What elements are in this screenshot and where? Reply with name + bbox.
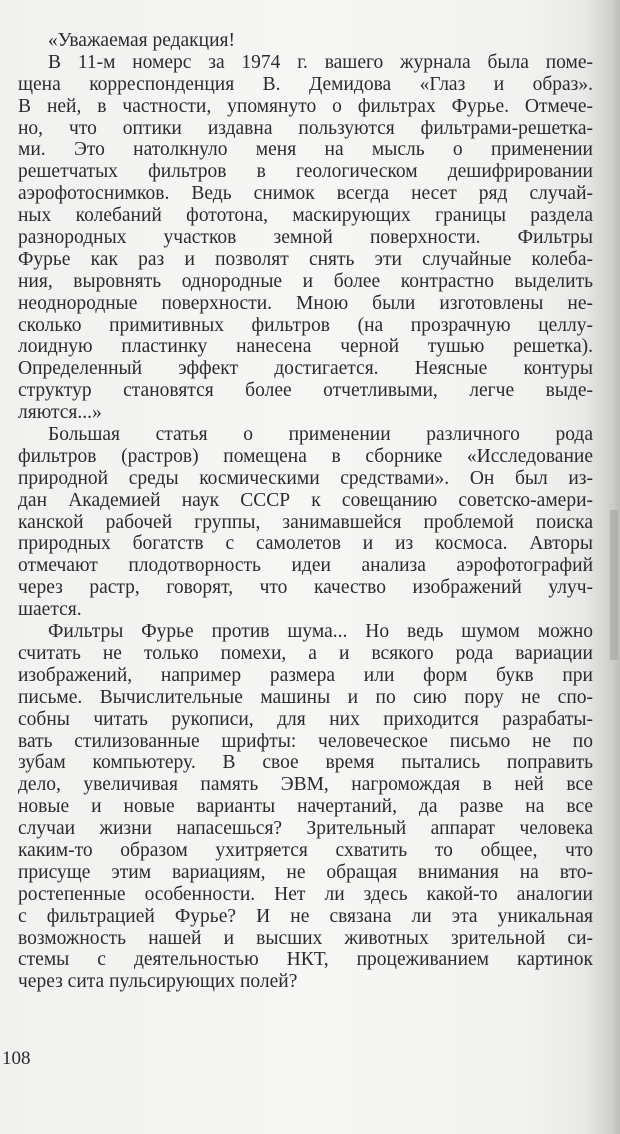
text-line: лоидную пластинку нанесена черной тушью решетка). <box>18 336 593 358</box>
text-line: разнородных участков земной поверхности. Фильтры <box>18 227 593 249</box>
text-line: Большая статья о применении различного рода <box>48 424 593 446</box>
text-line: дан Академией наук СССР к совещанию советско-амери- <box>18 489 593 511</box>
text-line: ных колебаний фототона, маскирующих границы раздела <box>18 205 593 227</box>
text-line: собны читать рукописи, для них приходится разрабаты- <box>18 708 593 730</box>
text-line: присуще этим вариациям, не обращая внимания на вто- <box>18 861 593 883</box>
text-line: изображений, например размера или форм букв при <box>18 664 593 686</box>
text-line: аэрофотоснимков. Ведь снимок всегда несет ряд случай- <box>18 183 593 205</box>
body-text <box>18 30 593 993</box>
page-edge-mark <box>610 510 618 660</box>
text-line: В ней, в частности, упомянуто о фильтрах Фурье. Отмече- <box>18 95 593 117</box>
text-line: отмечают плодотворность идеи анализа аэрофотографий <box>18 555 593 577</box>
text-line: каким-то образом ухитряется схватить то общее, что <box>18 839 593 861</box>
text-line: структур становятся более отчетливыми, легче выде- <box>18 380 593 402</box>
text-line: письме. Вычислительные машины и по сию пору не спо- <box>18 686 593 708</box>
text-line: Фильтры Фурье против шума... Но ведь шумом можно <box>48 621 593 643</box>
text-line: неоднородные поверхности. Мною были изготовлены не- <box>18 292 593 314</box>
text-line: считать не только помехи, а и всякого рода вариации <box>18 642 593 664</box>
text-line: природной среды космическими средствами». Он был из- <box>18 467 593 489</box>
text-line: щена корреспонденция В. Демидова «Глаз и образ». <box>18 73 593 95</box>
text-line: ния, выровнять однородные и более контрастно выделить <box>18 270 593 292</box>
text-line: вать стилизованные шрифты: человеческое письмо не по <box>18 730 593 752</box>
text-line: случаи жизни напасешься? Зрительный аппарат человека <box>18 818 593 840</box>
text-line: Определенный эффект достигается. Неясные контуры <box>18 358 593 380</box>
text-line: природных богатств с самолетов и из космоса. Авторы <box>18 533 593 555</box>
text-line: Фурье как раз и позволят снять эти случайные колеба- <box>18 248 593 270</box>
text-line: стемы с деятельностью НКТ, процеживанием картинок <box>18 949 593 971</box>
text-line: возможность нашей и высших животных зрительной си- <box>18 927 593 949</box>
text-line: через сита пульсирующих полей? <box>18 971 298 993</box>
text-line: сколько примитивных фильтров (на прозрачную целлу- <box>18 314 593 336</box>
text-line: но, что оптики издавна пользуются фильтрами-решетка- <box>18 117 593 139</box>
text-line: зубам компьютеру. В свое время пытались поправить <box>18 752 593 774</box>
text-line: ростепенные особенности. Нет ли здесь какой-то аналогии <box>18 883 593 905</box>
text-line: «Уважаемая редакция! <box>48 30 235 51</box>
text-line: канской рабочей группы, занимавшейся проблемой поиска <box>18 511 593 533</box>
text-line: с фильтрацией Фурье? И не связана ли эта уникальная <box>18 905 593 927</box>
text-line: решетчатых фильтров в геологическом дешифрировании <box>18 161 593 183</box>
text-line: фильтров (растров) помещена в сборнике «Исследование <box>18 445 593 467</box>
page-number: 108 <box>2 1048 31 1069</box>
text-line: ми. Это натолкнуло меня на мысль о применении <box>18 139 593 161</box>
text-line: шается. <box>18 599 82 621</box>
text-line: ляются...» <box>18 402 102 424</box>
text-line: через растр, говорят, что качество изображений улуч- <box>18 577 593 599</box>
text-line: новые и новые варианты начертаний, да разве на все <box>18 796 593 818</box>
text-line: В 11-м номерс за 1974 г. вашего журнала была поме- <box>48 51 593 73</box>
text-line: дело, увеличивая память ЭВМ, нагромождая в ней все <box>18 774 593 796</box>
